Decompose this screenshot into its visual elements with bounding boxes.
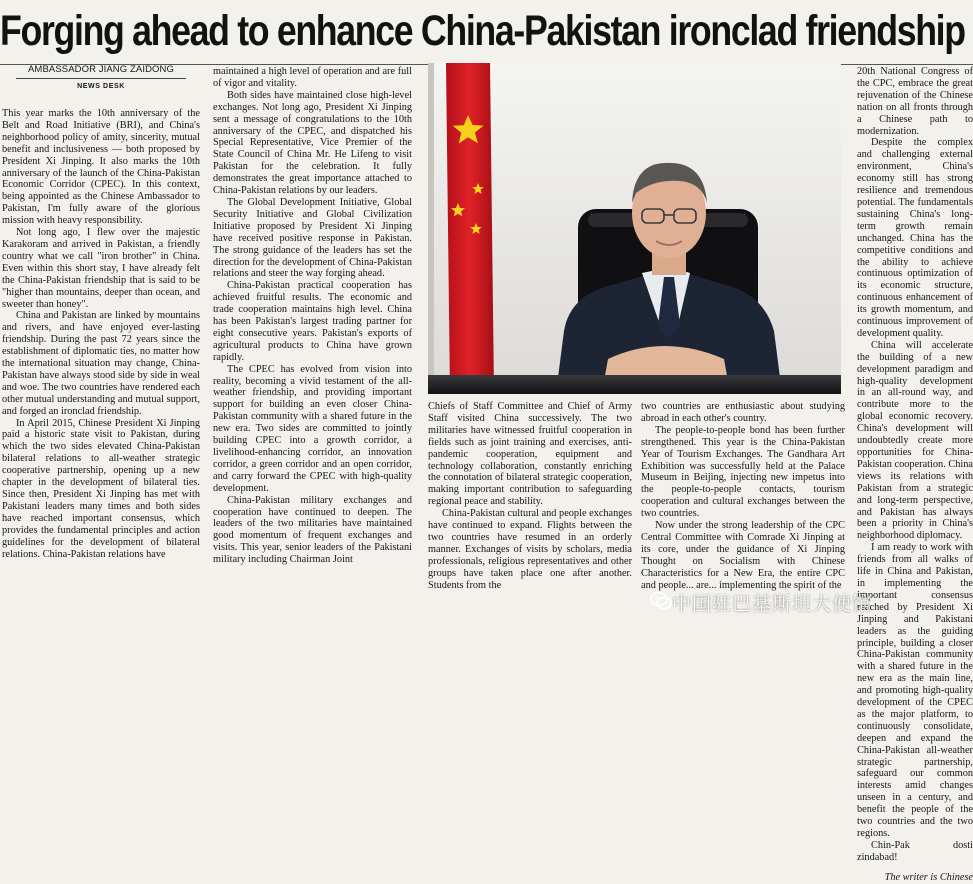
paragraph: two countries are enthusiastic about studying abroad in each other's country. xyxy=(641,401,845,424)
byline-desk: NEWS DESK xyxy=(77,83,125,90)
ambassador-photo xyxy=(428,63,841,394)
byline-rule xyxy=(16,78,186,79)
paragraph: This year marks the 10th anniversary of the Belt and Road Initiative (BRI), and China's neighborhood policy of amity, sincerity, mutual benefit and inclusiveness — both proposed by President Xi Jinping. It also marks the 10th anniversary of the launch of the China-Pakistan Economic Corridor (CPEC). In this context, being appointed as the Chinese Ambassador to Pakistan, I'm fully aware of the glorious mission with heavy responsibility. xyxy=(2,108,200,227)
paragraph: Now under the strong leadership of the CPC Central Committee with Comrade Xi Jinping at its core, under the guidance of Xi Jinping Thought on Socialism with Chinese Characteristics for a New Era, the entire CPC and people... are... implementing the spirit of the xyxy=(641,520,845,591)
paragraph: Both sides have maintained close high-level exchanges. Not long ago, President Xi Jinping sent a message of congratulations to the 10th anniversary of the CPEC, and dispatched his Special Representative, Vice Premier of the State Council of China Mr. He Lifeng to visit Pakistan for the celebration. It fully demonstrates the great importance attached to China-Pakistan relations by our leaders. xyxy=(213,89,412,197)
column-3 xyxy=(428,401,632,623)
paragraph: Despite the complex and challenging external environment, China's economy still has strong resilience and tremendous potential. The fundamentals sustaining China's long-term growth remain unchanged. China has the competitive conditions and the ability to achieve continuous optimization of its economic structure, continuous enhancement of its growth momentum, and continuous improvement of development quality. xyxy=(857,137,973,339)
paragraph: China-Pakistan military exchanges and cooperation have continued to deepen. The leaders of the two militaries have maintained good momentum of frequent exchanges and visits. This year, senior leaders of the Pakistani military including Chairman Joint xyxy=(213,494,412,566)
column-1 xyxy=(2,64,200,624)
column-5 xyxy=(857,66,973,883)
wechat-icon xyxy=(650,591,672,611)
paragraph: Chiefs of Staff Committee and Chief of Army Staff visited China successively. The two militaries have witnessed fruitful cooperation in fields such as joint training and exercises, anti-pandemic cooperation, equipment and technology collaboration, constantly enriching the connotation of bilateral strategic cooperation, making important contribution to safeguarding regional peace and stability. xyxy=(428,401,632,508)
photo-illustration xyxy=(428,63,841,394)
paragraph: The people-to-people bond has been further strengthened. This year is the China-Pakistan Year of Tourism Exchanges. The Gandhara Art Exhibition was successfully held at the Palace Museum in Beijing, injecting new impetus into the people-to-people contacts, tourism cooperation and cultural exchanges between the two countries. xyxy=(641,424,845,520)
paragraph: In April 2015, Chinese President Xi Jinping paid a historic state visit to Pakistan, during which the two sides elevated China-Pakistan bilateral relations to all-weather strategic cooperative partnership, opening up a new chapter in the development of bilateral ties. Since then, President Xi Jinping has met with Pakistani leaders many times and both sides have reached important consensus, which provides the fundamental principles and action guidelines for the development of bilateral relations. China-Pakistan relations have xyxy=(2,417,200,560)
paragraph: Chin-Pak dosti zindabad! xyxy=(857,839,973,863)
writer-signoff: The writer is Chinese xyxy=(884,871,973,883)
paragraph: 20th National Congress of the CPC, embrace the great rejuvenation of the Chinese nation on all fronts through a Chinese path to modernization. xyxy=(857,66,973,137)
desk xyxy=(428,375,841,394)
paragraph: The CPEC has evolved from vision into reality, becoming a vivid testament of the all-weather friendship, and providing important support for building an even closer China-Pakistan community with a shared future in the new era. Two sides are committed to jointly building CPEC into a growth corridor, a livelihood-enhancing corridor, an innovation corridor, a green corridor and an open corridor, and carry forward the CPEC with high-quality development. xyxy=(213,363,412,494)
paragraph: maintained a high level of operation and are full of vigor and vitality. xyxy=(213,66,412,89)
paragraph: China-Pakistan practical cooperation has achieved fruitful results. The economic and trade cooperation maintains high level. China has been Pakistan's largest trading partner for eight consecutive years. Pakistan's exports of agricultural products to China have grown rapidly. xyxy=(213,280,412,363)
paragraph: China will accelerate the building of a new development paradigm and high-quality development in an all-round way, and contribute more to the global economic recovery. China's development will undoubtedly create more opportunities for China-Pakistan cooperation. China views its relations with Pakistan from a strategic and long-term perspective, and Pakistan has always been a priority in China's neighborhood diplomacy. xyxy=(857,339,973,542)
wechat-watermark: 中国驻巴基斯坦大使馆 xyxy=(672,593,873,615)
paragraph: Not long ago, I flew over the majestic Karakoram and arrived in Pakistan, a friendly country what we call "iron brother" in China. Even within this short stay, I have already felt the China-Pakistan friendship that is said to be "higher than mountains, deeper than ocean, and sweeter than honey". xyxy=(2,227,200,310)
paragraph: I am ready to work with friends from all walks of life in China and Pakistan, in implementing the important consensus reached by President Xi Jinping and Pakistani leaders as the guiding principle, building a closer China-Pakistan community with a shared future in the new era as the main line, and promoting high-quality development of the CPEC as the major platform, to continuously consolidate, deepen and expand the China-Pakistan all-weather strategic partnership, safeguard our common interests amid changes unseen in a century, and benefit the people of the two countries and the two regions. xyxy=(857,542,973,839)
byline-author: AMBASSADOR JIANG ZAIDONG xyxy=(28,64,174,75)
paragraph: The Global Development Initiative, Global Security Initiative and Global Civilization Initiative proposed by President Xi Jinping have received positive response in Pakistan. The strong guidance of the leaders has set the direction for the development of China-Pakistan relations and steer the way forging ahead. xyxy=(213,196,412,280)
column-2 xyxy=(213,66,412,622)
paragraph: China-Pakistan cultural and people exchanges have continued to expand. Flights between the two countries have resumed in an orderly manner. Exchanges of visits by scholars, media professionals, religious representatives and other groups have taken place one after another. Students from the xyxy=(428,508,632,591)
chinese-flag xyxy=(446,63,494,393)
paragraph: China and Pakistan are linked by mountains and rivers, and have enjoyed ever-lasting friendship. During the past 72 years since the establishment of diplomatic ties, no matter how the international situation may change, China-Pakistan have always stood side by side in weal and woe. The two countries have rendered each other mutual understanding and mutual support, and forged an ironclad friendship. xyxy=(2,310,200,417)
headline: Forging ahead to enhance China-Pakistan ironclad friendship xyxy=(0,7,965,55)
